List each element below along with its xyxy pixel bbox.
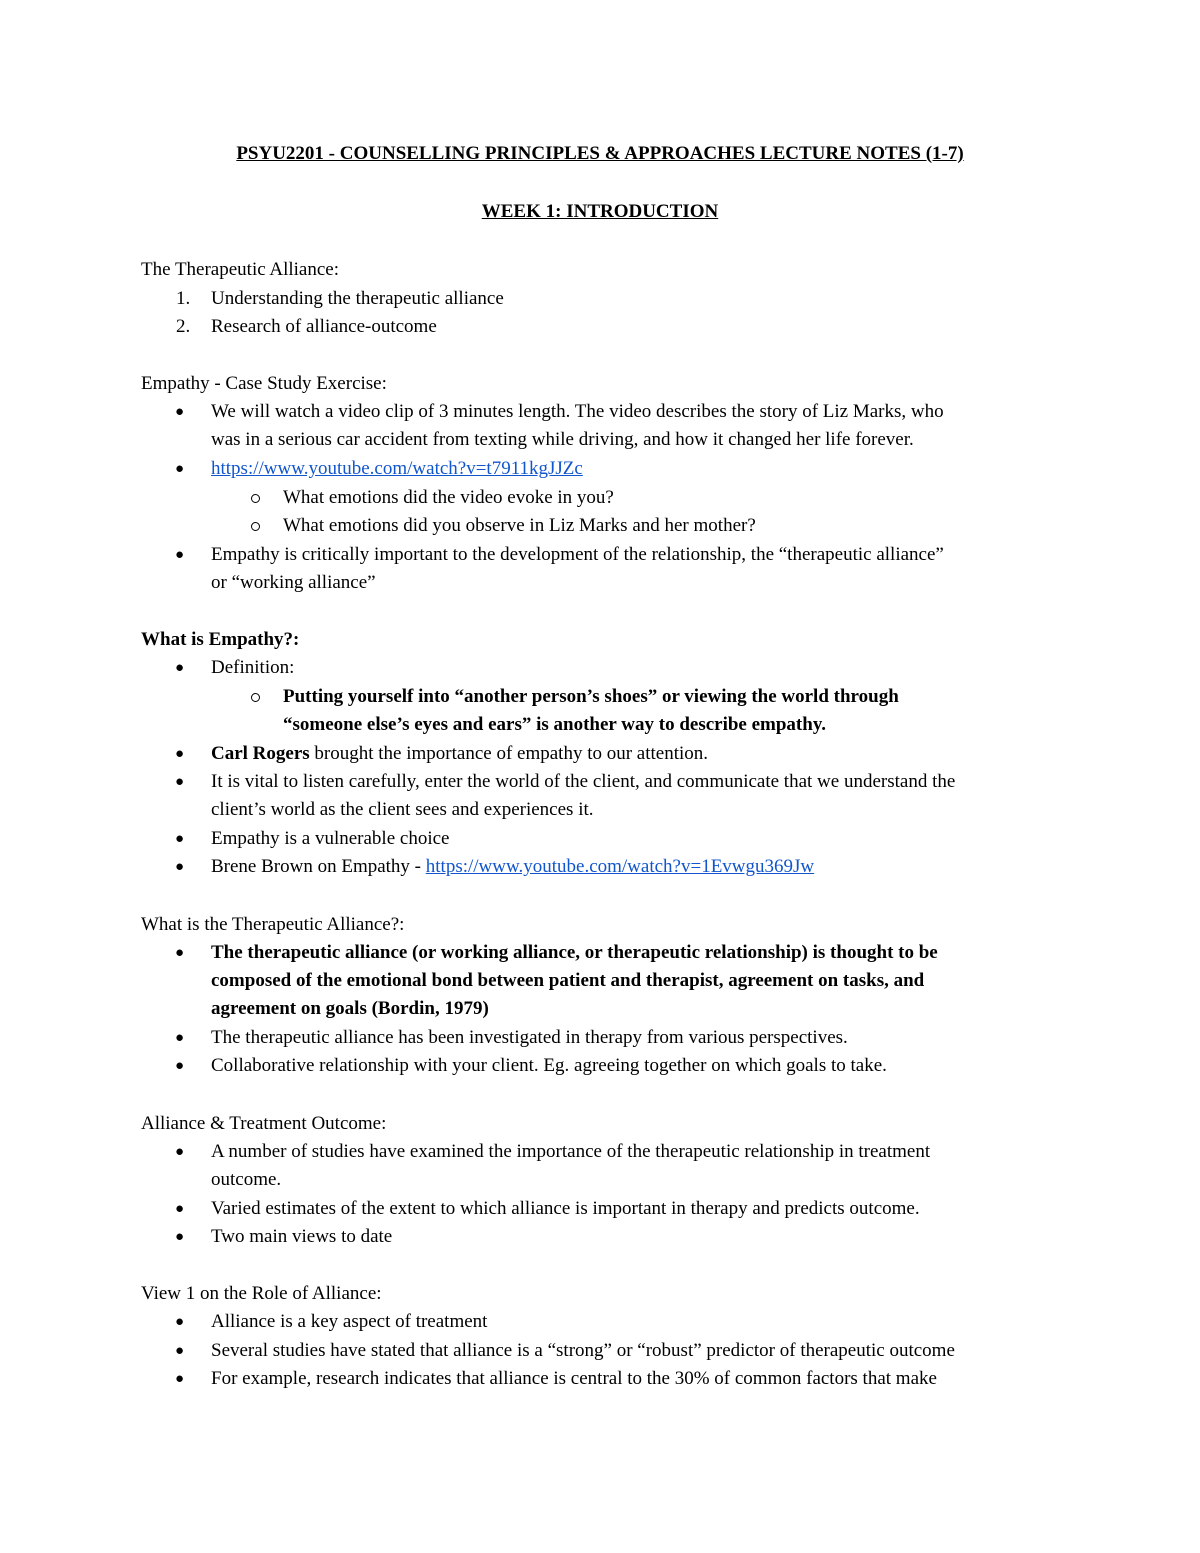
list-item: Empathy is a vulnerable choice (211, 828, 450, 849)
bullet-icon: ● (175, 831, 185, 847)
sub-list-item-continued: “someone else’s eyes and ears” is another way to describe empathy. (283, 714, 827, 735)
list-item-rest: brought the importance of empathy to our attention. (309, 743, 709, 764)
sub-list-item: What emotions did the video evoke in you? (283, 487, 614, 508)
list-item-continued: or “working alliance” (211, 572, 376, 593)
section-heading-view-1: View 1 on the Role of Alliance: (141, 1283, 382, 1304)
list-item: For example, research indicates that alliance is central to the 30% of common factors that make (211, 1368, 937, 1389)
week-title: WEEK 1: INTRODUCTION (481, 201, 719, 222)
list-item (211, 740, 708, 768)
section-heading-what-is-alliance: What is the Therapeutic Alliance?: (141, 914, 405, 935)
list-number: 1. (176, 288, 191, 309)
list-item-text: Brene Brown on Empathy - (211, 856, 426, 877)
list-item (211, 853, 814, 881)
list-item-continued: agreement on goals (Bordin, 1979) (211, 998, 489, 1019)
list-item-continued: client’s world as the client sees and experiences it. (211, 799, 594, 820)
list-item-continued: outcome. (211, 1169, 282, 1190)
bullet-icon: ● (175, 660, 185, 676)
list-item: Definition: (211, 657, 295, 678)
list-item: We will watch a video clip of 3 minutes length. The video describes the story of Liz Marks, who (211, 401, 944, 422)
bullet-icon: ● (175, 1343, 185, 1359)
bullet-icon: ● (175, 461, 185, 477)
list-item-continued: was in a serious car accident from texting while driving, and how it changed her life forever. (211, 429, 914, 450)
brene-brown-link[interactable]: https://www.youtube.com/watch?v=1Evwgu369Jw (425, 856, 815, 877)
list-item: Collaborative relationship with your client. Eg. agreeing together on which goals to take. (211, 1055, 887, 1076)
bullet-icon: ● (175, 404, 185, 420)
bullet-icon: ● (175, 945, 185, 961)
bullet-icon: ● (175, 746, 185, 762)
sub-list-item: What emotions did you observe in Liz Marks and her mother? (283, 515, 756, 536)
bullet-icon: ● (175, 1371, 185, 1387)
list-item: It is vital to listen carefully, enter the world of the client, and communicate that we understand the (211, 771, 956, 792)
bullet-icon: ● (175, 1058, 185, 1074)
list-item: Varied estimates of the extent to which alliance is important in therapy and predicts outcome. (211, 1198, 920, 1219)
list-item: A number of studies have examined the importance of the therapeutic relationship in treatment (211, 1141, 931, 1162)
bullet-icon: ● (175, 1030, 185, 1046)
list-item-continued: composed of the emotional bond between patient and therapist, agreement on tasks, and (211, 970, 925, 991)
circle-bullet-icon (251, 494, 260, 503)
circle-bullet-icon (251, 522, 260, 531)
list-number: 2. (176, 316, 191, 337)
list-item: Empathy is critically important to the development of the relationship, the “therapeutic alliance” (211, 544, 944, 565)
document-title: PSYU2201 - COUNSELLING PRINCIPLES & APPROACHES LECTURE NOTES (1-7) (236, 143, 964, 164)
list-item: Understanding the therapeutic alliance (211, 288, 504, 309)
bullet-icon: ● (175, 1314, 185, 1330)
carl-rogers-name: Carl Rogers (211, 743, 310, 764)
section-heading-empathy-case-study: Empathy - Case Study Exercise: (141, 373, 387, 394)
section-heading-alliance-outcome: Alliance & Treatment Outcome: (141, 1113, 387, 1134)
list-item: Two main views to date (211, 1226, 393, 1247)
section-heading-therapeutic-alliance: The Therapeutic Alliance: (141, 259, 340, 280)
bullet-icon: ● (175, 547, 185, 563)
list-item: Research of alliance-outcome (211, 316, 437, 337)
youtube-link[interactable]: https://www.youtube.com/watch?v=t7911kgJJZc (211, 458, 583, 479)
bullet-icon: ● (175, 774, 185, 790)
bullet-icon: ● (175, 859, 185, 875)
list-item: Alliance is a key aspect of treatment (211, 1311, 488, 1332)
bullet-icon: ● (175, 1201, 185, 1217)
section-heading-what-is-empathy: What is Empathy?: (141, 629, 300, 650)
circle-bullet-icon (251, 693, 260, 702)
sub-list-item-definition: Putting yourself into “another person’s shoes” or viewing the world through (283, 686, 899, 707)
bullet-icon: ● (175, 1144, 185, 1160)
bullet-icon: ● (175, 1229, 185, 1245)
list-item: Several studies have stated that alliance is a “strong” or “robust” predictor of therapeutic outcome (211, 1340, 955, 1361)
list-item: The therapeutic alliance (or working alliance, or therapeutic relationship) is thought to be (211, 942, 938, 963)
list-item: The therapeutic alliance has been investigated in therapy from various perspectives. (211, 1027, 848, 1048)
